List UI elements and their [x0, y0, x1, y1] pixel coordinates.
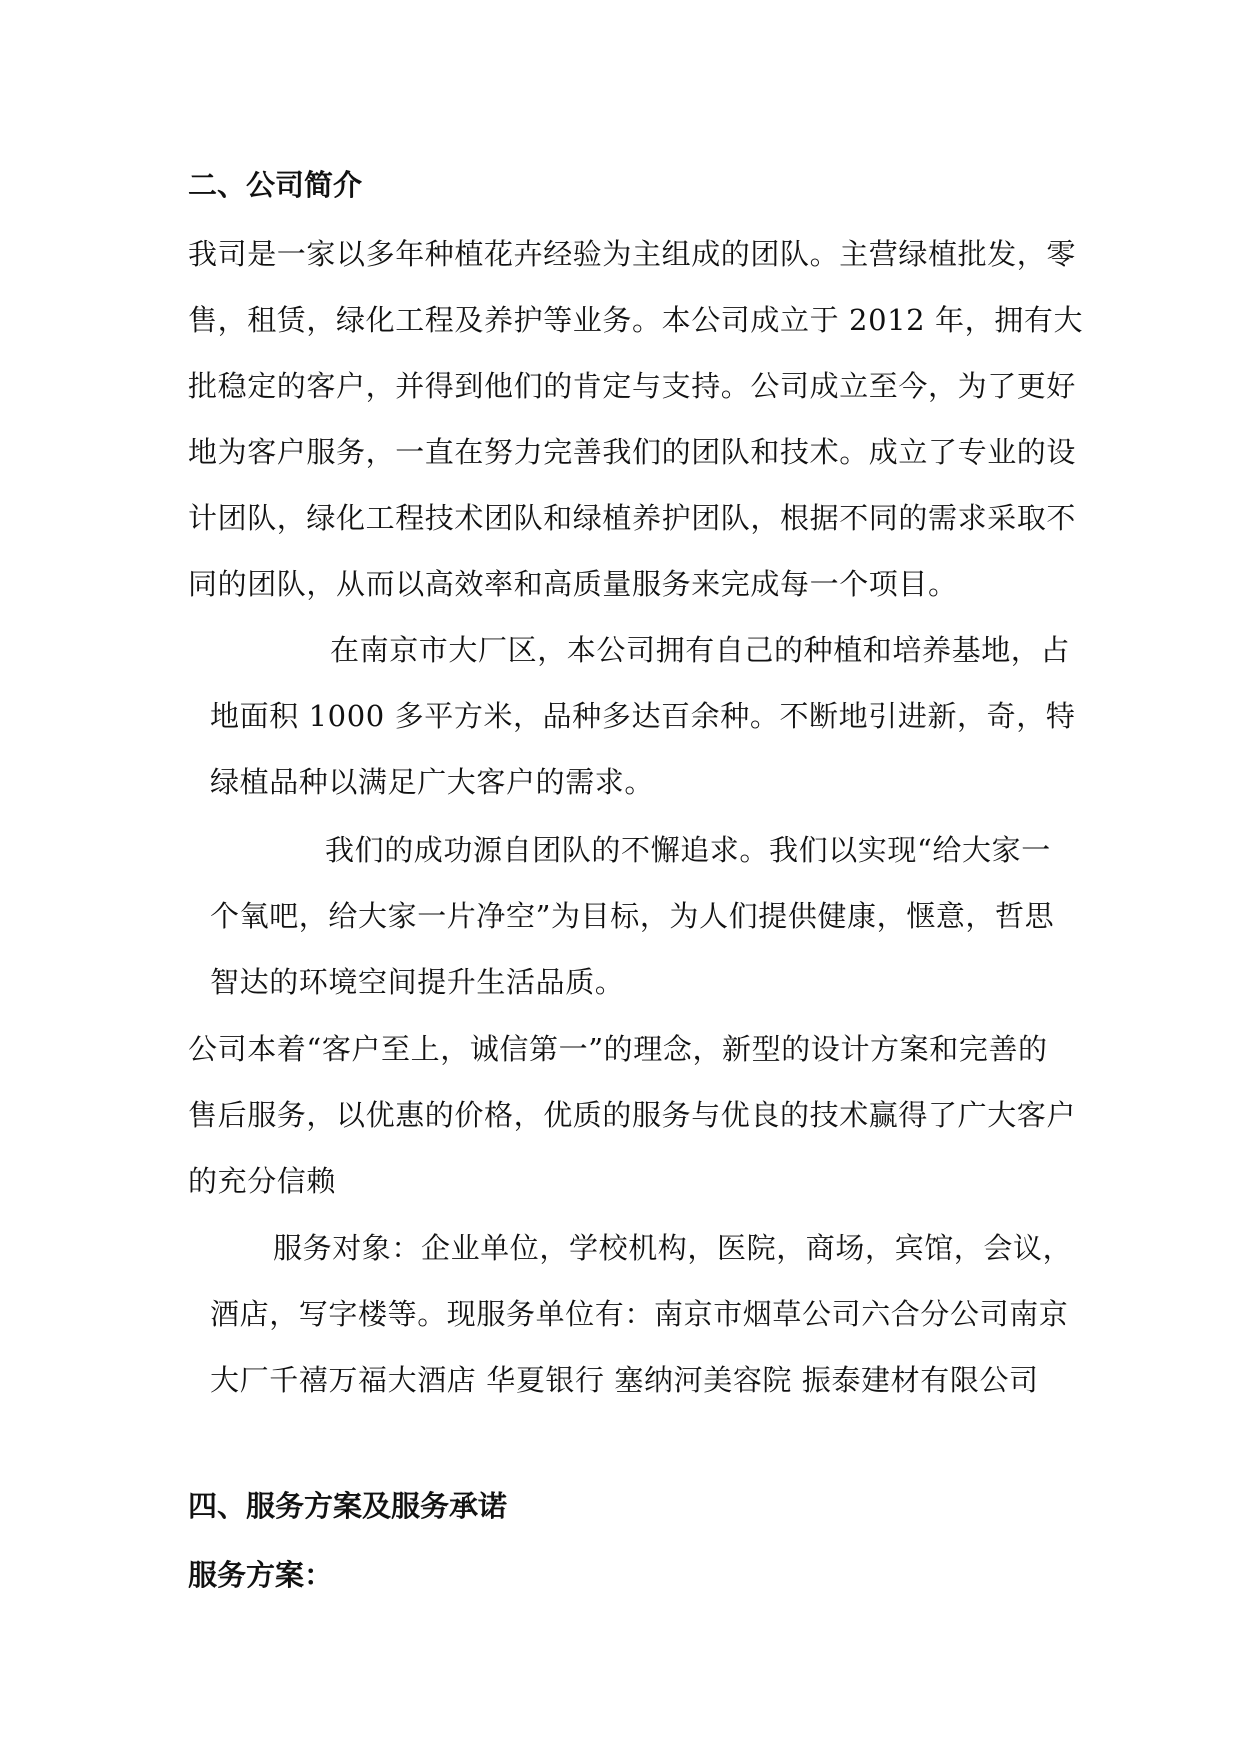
base-line: 在南京市大厂区，本公司拥有自己的种植和培养基地，占	[330, 633, 1071, 667]
service-plan-subheading: 服务方案：	[188, 1558, 334, 1592]
success-line: 智达的环境空间提升生活品质。	[210, 965, 625, 999]
clients-line: 服务对象：企业单位，学校机构，医院，商场，宾馆，会议，	[273, 1231, 1073, 1265]
intro-line: 我司是一家以多年种植花卉经验为主组成的团队。主营绿植批发，零	[188, 237, 1077, 271]
intro-line: 地为客户服务，一直在努力完善我们的团队和技术。成立了专业的设	[188, 435, 1077, 469]
intro-line: 批稳定的客户，并得到他们的肯定与支持。公司成立至今，为了更好	[188, 369, 1077, 403]
section-two-heading: 二、公司简介	[188, 168, 363, 202]
principle-line: 的充分信赖	[188, 1164, 337, 1198]
principle-line: 公司本着“客户至上，诚信第一”的理念，新型的设计方案和完善的	[188, 1032, 1048, 1066]
intro-line: 售，租赁，绿化工程及养护等业务。本公司成立于 2012 年，拥有大	[188, 303, 1084, 337]
success-line: 我们的成功源自团队的不懈追求。我们以实现“给大家一	[325, 833, 1051, 867]
base-line: 绿植品种以满足广大客户的需求。	[210, 765, 655, 799]
intro-line: 计团队，绿化工程技术团队和绿植养护团队，根据不同的需求采取不	[188, 501, 1077, 535]
principle-line: 售后服务，以优惠的价格，优质的服务与优良的技术赢得了广大客户	[188, 1098, 1077, 1132]
base-line: 地面积 1000 多平方米，品种多达百余种。不断地引进新，奇，特	[210, 699, 1076, 733]
clients-line: 酒店，写字楼等。现服务单位有：南京市烟草公司六合分公司南京	[210, 1297, 1069, 1331]
section-four-heading: 四、服务方案及服务承诺	[188, 1489, 508, 1523]
success-line: 个氧吧，给大家一片净空”为目标，为人们提供健康，惬意，哲思	[210, 899, 1055, 933]
intro-line: 同的团队，从而以高效率和高质量服务来完成每一个项目。	[188, 567, 958, 601]
clients-line: 大厂千禧万福大酒店 华夏银行 塞纳河美容院 振泰建材有限公司	[210, 1363, 1039, 1397]
